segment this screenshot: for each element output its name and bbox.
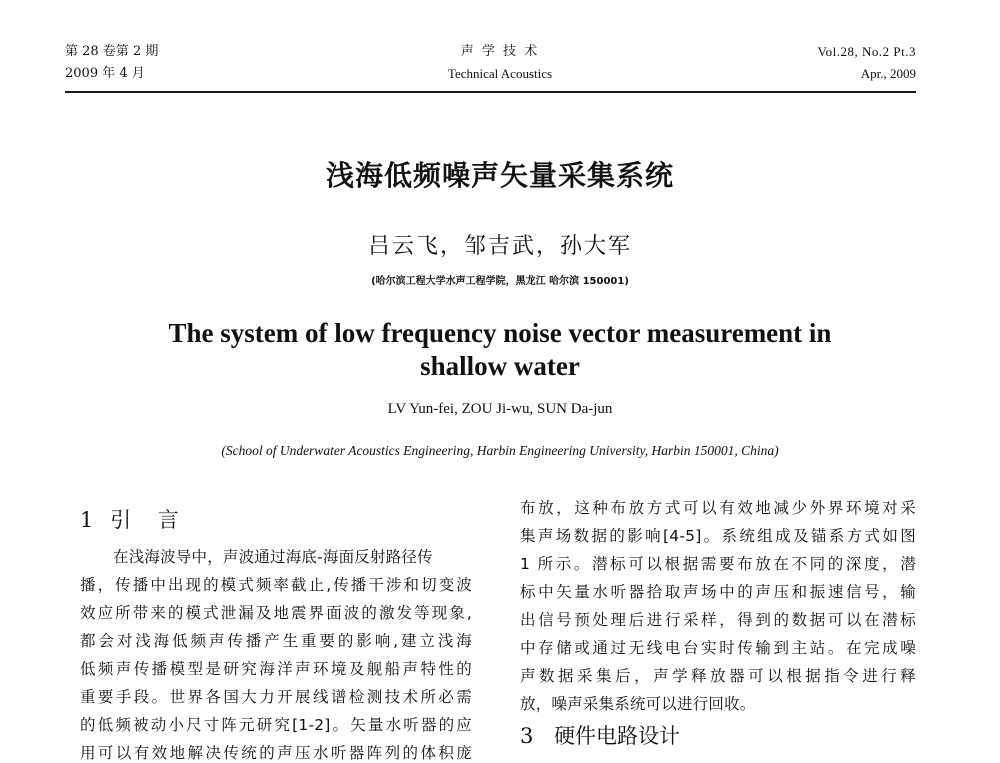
authors-cn: 吕云飞，邹吉武，孙大军	[367, 234, 632, 259]
header-journal-cn: 声 学 技 术	[460, 44, 540, 59]
header-rule	[65, 91, 916, 93]
body-line: 用可以有效地解决传统的声压水听器阵列的体积庞	[80, 744, 472, 762]
body-line: 的低频被动小尺寸阵元研究[1-2]。矢量水听器的应	[80, 716, 472, 734]
header-volume-issue: 第 28 卷第 2 期	[65, 44, 159, 59]
body-line: 重要手段。世界各国大力开展线谱检测技术所必需	[80, 688, 472, 706]
header-journal-en: Technical Acoustics	[447, 66, 553, 81]
body-line: 低频声传播模型是研究海洋声环境及舰船声特性的	[80, 660, 472, 678]
section-number: 3	[520, 724, 534, 748]
body-line: 布放，这种布放方式可以有效地减少外界环境对采	[520, 499, 916, 517]
section-heading-introduction	[80, 504, 179, 534]
section-heading-hardware	[520, 720, 680, 750]
body-line: 1 所示。潜标可以根据需要布放在不同的深度，潜	[520, 555, 916, 573]
affiliation-cn: (哈尔滨工程大学水声工程学院，黑龙江 哈尔滨 150001)	[371, 276, 629, 287]
body-line: 出信号预处理后进行采样，得到的数据可以在潜标	[520, 611, 916, 629]
header-volume-en: Vol.28, No.2 Pt.3	[817, 44, 916, 59]
body-line: 在浅海波导中，声波通过海底-海面反射路径传	[113, 548, 433, 566]
section-number: 1	[80, 508, 94, 532]
body-line: 都会对浅海低频声传播产生重要的影响,建立浅海	[80, 632, 472, 650]
authors-en: LV Yun-fei, ZOU Ji-wu, SUN Da-jun	[387, 401, 613, 417]
section-title: 引 言	[110, 508, 179, 532]
body-line: 声数据采集后，声学释放器可以根据指令进行释	[520, 667, 916, 685]
body-line: 放，噪声采集系统可以进行回收。	[520, 695, 756, 713]
body-line: 标中矢量水听器拾取声场中的声压和振速信号，输	[520, 583, 916, 601]
body-line: 播，传播中出现的模式频率截止,传播干涉和切变波	[80, 576, 472, 594]
paper-title-en-line2: shallow water	[420, 351, 580, 381]
body-line: 集声场数据的影响[4-5]。系统组成及锚系方式如图	[520, 527, 916, 545]
paper-title-en-line1: The system of low frequency noise vector measurement in	[168, 318, 832, 348]
body-line: 效应所带来的模式泄漏及地震界面波的激发等现象,	[80, 604, 472, 622]
body-line: 中存储或通过无线电台实时传输到主站。在完成噪	[520, 639, 916, 657]
section-title: 硬件电路设计	[554, 724, 681, 748]
header-date-en: Apr., 2009	[860, 66, 916, 81]
paper-title-cn: 浅海低频噪声矢量采集系统	[325, 159, 674, 192]
header-date-cn: 2009 年 4 月	[65, 66, 145, 81]
affiliation-en: (School of Underwater Acoustics Engineering, Harbin Engineering University, Harbin 150001, China)	[221, 443, 779, 458]
